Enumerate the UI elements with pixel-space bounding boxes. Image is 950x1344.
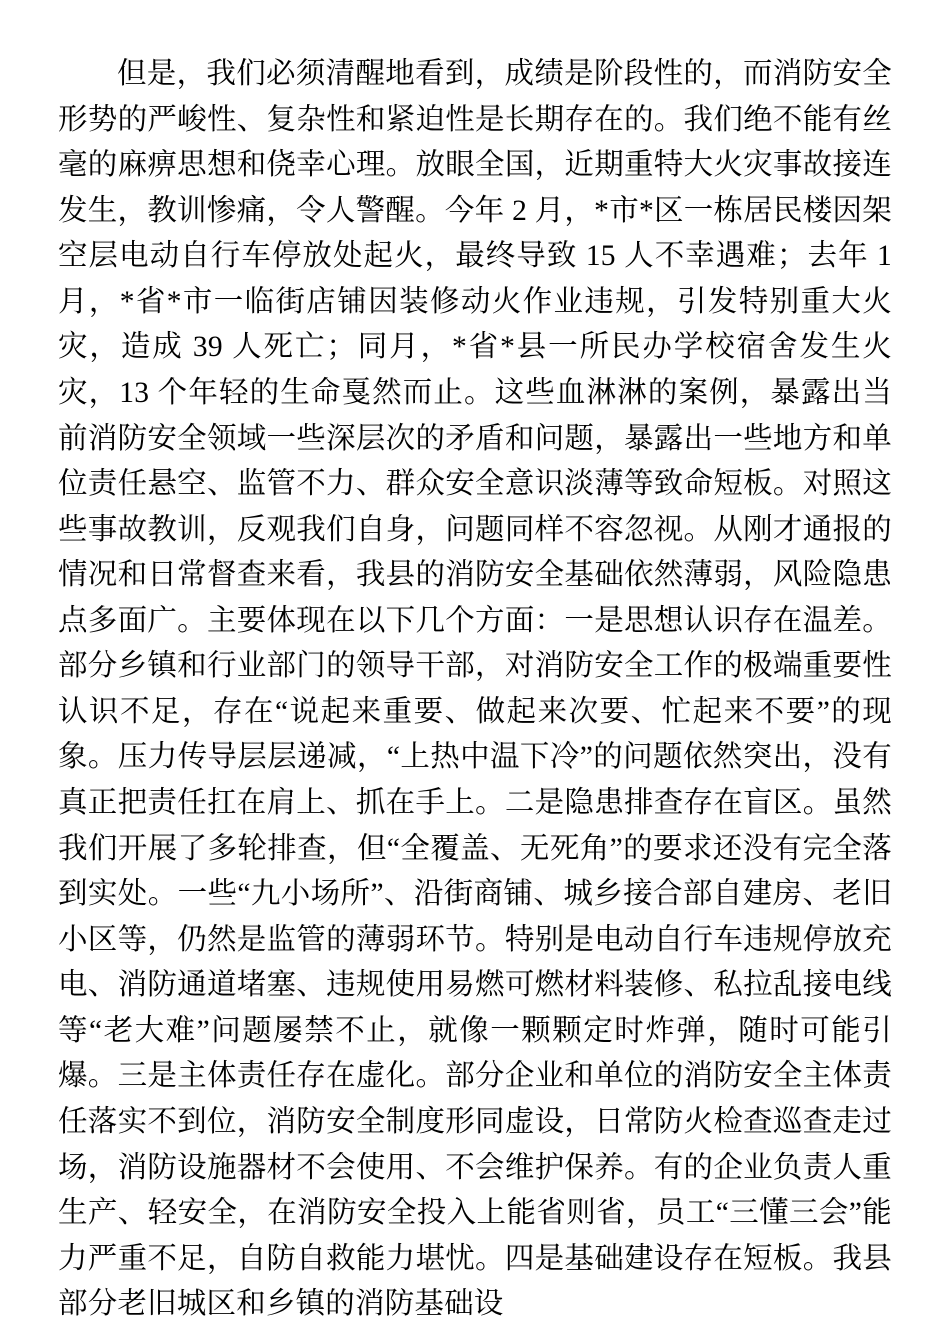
document-body — [58, 52, 892, 1328]
paragraph: 但是，我们必须清醒地看到，成绩是阶段性的，而消防安全形势的严峻性、复杂性和紧迫性是长期存在的。我们绝不能有丝毫的麻痹思想和侥幸心理。放眼全国，近期重特大火灾事故接连发生，教训惨痛，令人警醒。今年 2 月，*市*区一栋居民楼因架空层电动自行车停放处起火，最终导致 15 人不幸遇难；去年 1 月，*省*市一临街店铺因装修动火作业违规，引发特别重大火灾，造成 39 人死亡；同月，*省*县一所民办学校宿舍发生火灾，13 个年轻的生命戛然而止。这些血淋淋的案例，暴露出当前消防安全领域一些深层次的矛盾和问题，暴露出一些地方和单位责任悬空、监管不力、群众安全意识淡薄等致命短板。对照这些事故教训，反观我们自身，问题同样不容忽视。从刚才通报的情况和日常督查来看，我县的消防安全基础依然薄弱，风险隐患点多面广。主要体现在以下几个方面：一是思想认识存在温差。部分乡镇和行业部门的领导干部，对消防安全工作的极端重要性认识不足，存在“说起来重要、做起来次要、忙起来不要”的现象。压力传导层层递减，“上热中温下冷”的问题依然突出，没有真正把责任扛在肩上、抓在手上。二是隐患排查存在盲区。虽然我们开展了多轮排查，但“全覆盖、无死角”的要求还没有完全落到实处。一些“九小场所”、沿街商铺、城乡接合部自建房、老旧小区等，仍然是监管的薄弱环节。特别是电动自行车违规停放充电、消防通道堵塞、违规使用易燃可燃材料装修、私拉乱接电线等“老大难”问题屡禁不止，就像一颗颗定时炸弹，随时可能引爆。三是主体责任存在虚化。部分企业和单位的消防安全主体责任落实不到位，消防安全制度形同虚设，日常防火检查巡查走过场，消防设施器材不会使用、不会维护保养。有的企业负责人重生产、轻安全，在消防安全投入上能省则省，员工“三懂三会”能力严重不足，自防自救能力堪忧。四是基础建设存在短板。我县部分老旧城区和乡镇的消防基础设 — [58, 58, 892, 1321]
